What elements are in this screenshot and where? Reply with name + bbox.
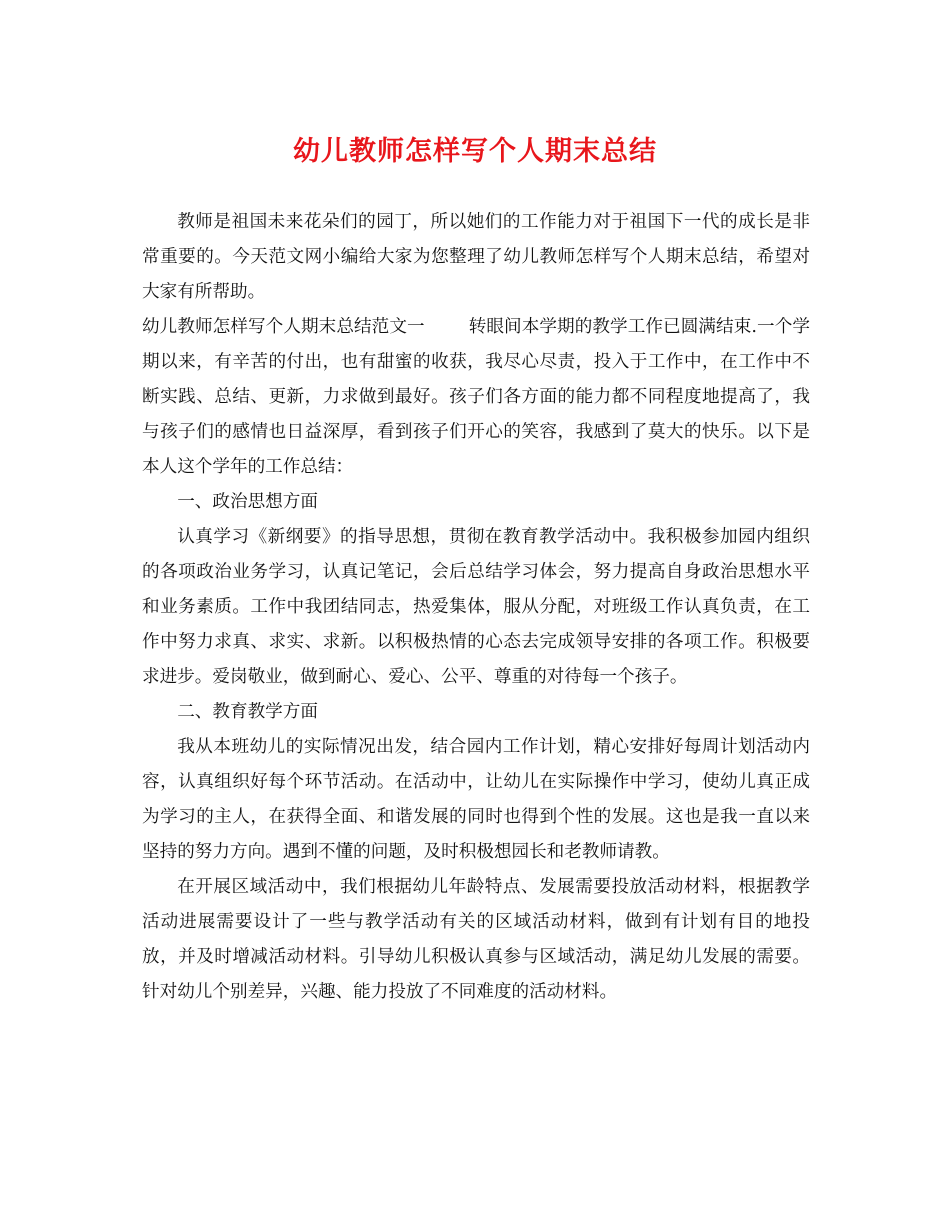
- section2-paragraph-2: 在开展区域活动中，我们根据幼儿年龄特点、发展需要投放活动材料，根据教学活动进展需要设计了一些与教学活动有关的区域活动材料，做到有计划有目的地投放，并及时增减活动材料。引导幼儿积极认真参与区域活动，满足幼儿发展的需要。针对幼儿个别差异，兴趣、能力投放了不同难度的活动材料。: [142, 877, 810, 1002]
- section2-heading: 二、教育教学方面: [177, 702, 318, 722]
- sample-paragraph: [142, 310, 810, 485]
- sample-heading: 幼儿教师怎样写个人期末总结范文一: [142, 317, 425, 337]
- document-body: [142, 205, 810, 1010]
- intro-paragraph: 教师是祖国未来花朵们的园丁，所以她们的工作能力对于祖国下一代的成长是非常重要的。今天范文网小编给大家为您整理了幼儿教师怎样写个人期末总结，希望对大家有所帮助。: [142, 212, 810, 302]
- section1-heading: 一、政治思想方面: [177, 492, 318, 512]
- document-title: 幼儿教师怎样写个人期末总结: [293, 136, 657, 167]
- sample-first-text: 转眼间本学期的教学工作已圆满结束.一个学期以来，有辛苦的付出，也有甜蜜的收获，我尽心尽责，投入于工作中，在工作中不断实践、总结、更新，力求做到最好。孩子们各方面的能力都不同程度地提高了，我与孩子们的感情也日益深厚，看到孩子们开心的笑容，我感到了莫大的快乐。以下是本人这个学年的工作总结：: [142, 317, 810, 477]
- section1-paragraph: 认真学习《新纲要》的指导思想，贯彻在教育教学活动中。我积极参加园内组织的各项政治业务学习，认真记笔记，会后总结学习体会，努力提高自身政治思想水平和业务素质。工作中我团结同志，热爱集体，服从分配，对班级工作认真负责，在工作中努力求真、求实、求新。以积极热情的心态去完成领导安排的各项工作。积极要求进步。爱岗敬业，做到耐心、爱心、公平、尊重的对待每一个孩子。: [142, 527, 810, 687]
- section2-paragraph-1: 我从本班幼儿的实际情况出发，结合园内工作计划，精心安排好每周计划活动内容，认真组织好每个环节活动。在活动中，让幼儿在实际操作中学习，使幼儿真正成为学习的主人，在获得全面、和谐发展的同时也得到个性的发展。这也是我一直以来坚持的努力方向。遇到不懂的问题，及时积极想园长和老教师请教。: [142, 737, 810, 862]
